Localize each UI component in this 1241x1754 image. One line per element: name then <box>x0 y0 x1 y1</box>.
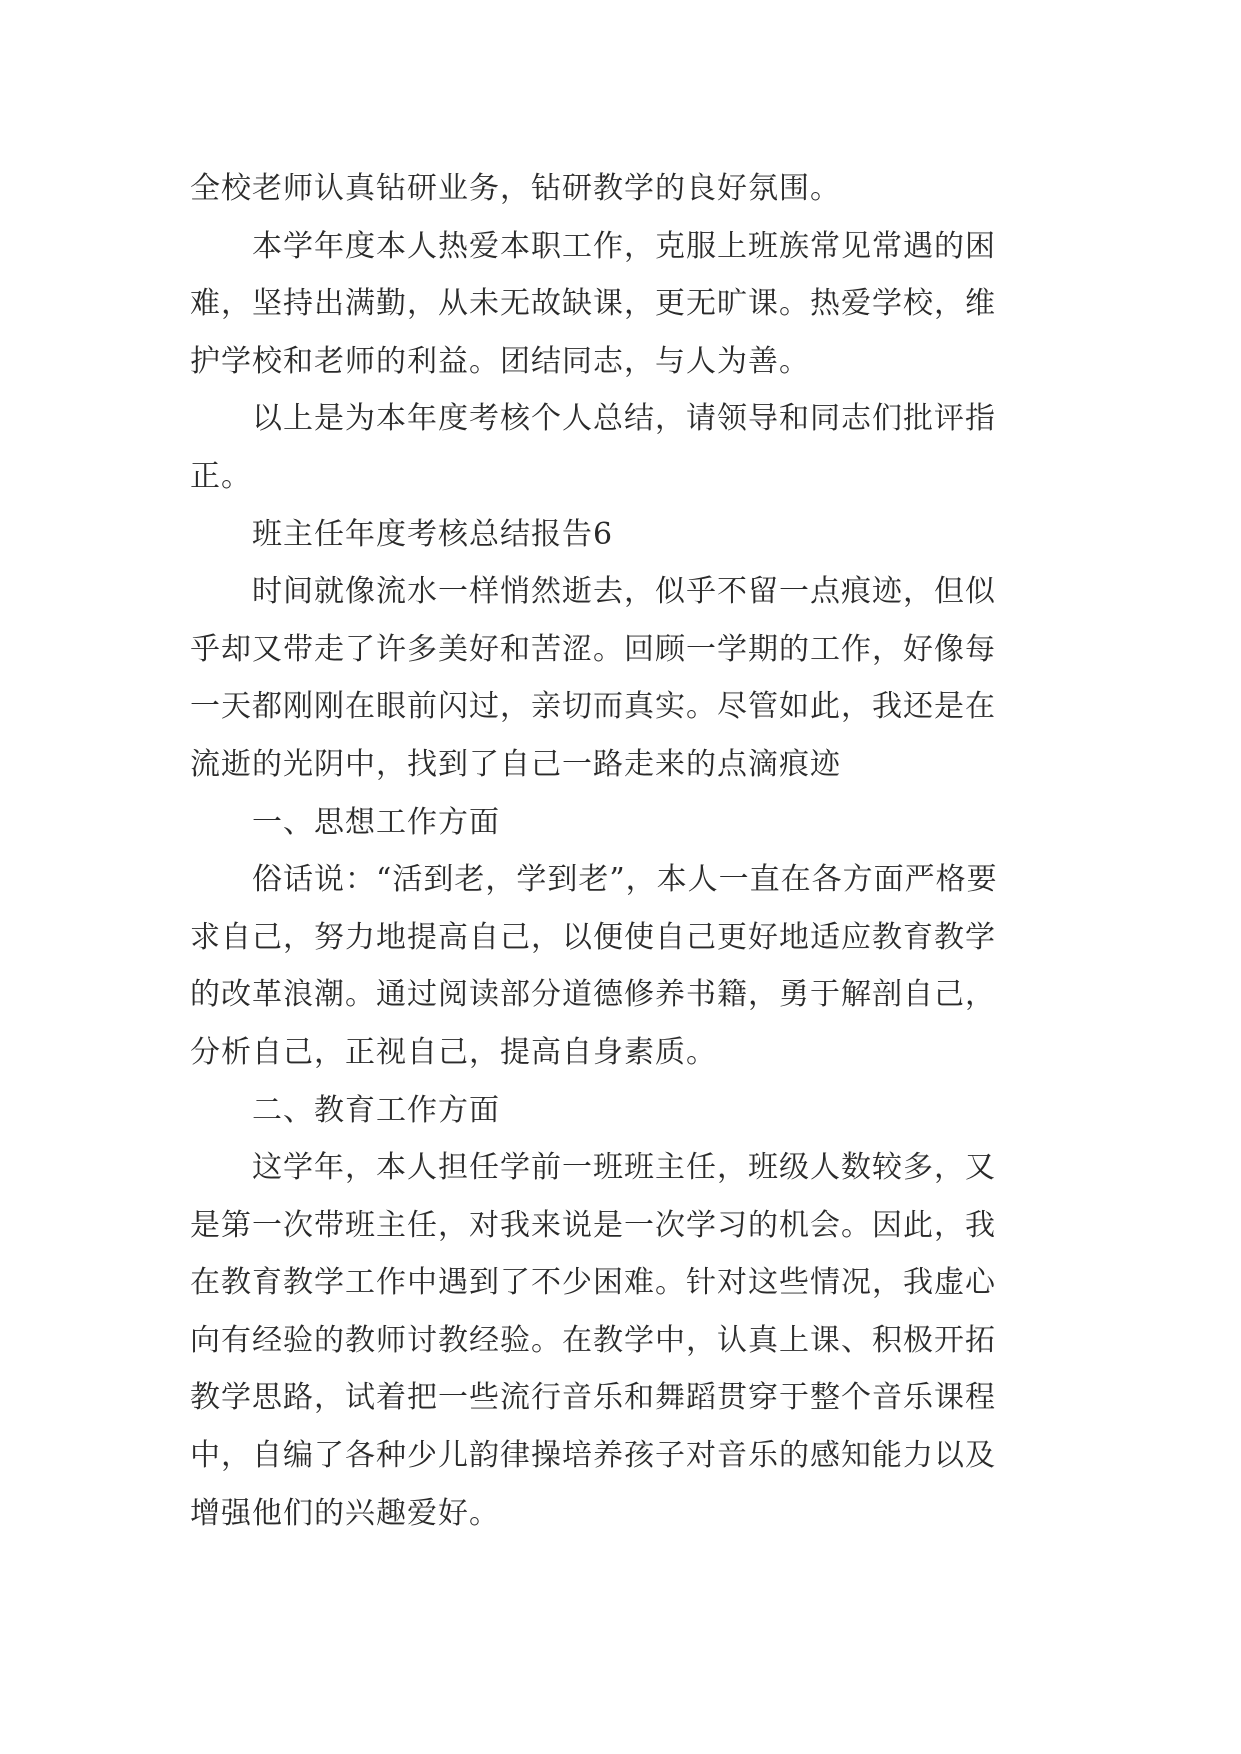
subsection-heading: 二、教育工作方面 <box>252 1092 500 1128</box>
document-body <box>190 160 1050 1542</box>
text-line: 流逝的光阴中，找到了自己一路走来的点滴痕迹 <box>190 746 841 782</box>
text-line: 以上是为本年度考核个人总结，请领导和同志们批评指 <box>252 401 996 437</box>
text-line: 护学校和老师的利益。团结同志，与人为善。 <box>190 343 810 379</box>
text-line: 时间就像流水一样悄然逝去，似乎不留一点痕迹，但似 <box>252 574 996 610</box>
text-line: 是第一次带班主任，对我来说是一次学习的机会。因此，我 <box>190 1207 996 1243</box>
text-line: 求自己，努力地提高自己，以便使自己更好地适应教育教学 <box>190 919 996 955</box>
text-line: 增强他们的兴趣爱好。 <box>190 1495 500 1531</box>
text-line: 的改革浪潮。通过阅读部分道德修养书籍，勇于解剖自己， <box>190 977 996 1013</box>
text-line: 在教育教学工作中遇到了不少困难。针对这些情况，我虚心 <box>190 1265 996 1301</box>
text-line: 本学年度本人热爱本职工作，克服上班族常见常遇的困 <box>252 228 996 264</box>
text-line: 俗话说：“活到老，学到老”，本人一直在各方面严格要 <box>252 862 998 898</box>
text-line: 难，坚持出满勤，从未无故缺课，更无旷课。热爱学校，维 <box>190 286 996 322</box>
subsection-heading: 一、思想工作方面 <box>252 804 500 840</box>
text-line: 一天都刚刚在眼前闪过，亲切而真实。尽管如此，我还是在 <box>190 689 996 725</box>
text-line: 正。 <box>190 458 252 494</box>
text-line: 向有经验的教师讨教经验。在教学中，认真上课、积极开拓 <box>190 1322 996 1358</box>
text-line: 这学年，本人担任学前一班班主任，班级人数较多，又 <box>252 1150 996 1186</box>
text-line: 中，自编了各种少儿韵律操培养孩子对音乐的感知能力以及 <box>190 1438 996 1474</box>
text-line: 乎却又带走了许多美好和苦涩。回顾一学期的工作，好像每 <box>190 631 996 667</box>
text-line: 教学思路，试着把一些流行音乐和舞蹈贯穿于整个音乐课程 <box>190 1380 996 1416</box>
text-line: 分析自己，正视自己，提高自身素质。 <box>190 1034 717 1070</box>
section-title: 班主任年度考核总结报告6 <box>252 516 614 552</box>
text-line: 全校老师认真钻研业务，钻研教学的良好氛围。 <box>190 171 841 206</box>
